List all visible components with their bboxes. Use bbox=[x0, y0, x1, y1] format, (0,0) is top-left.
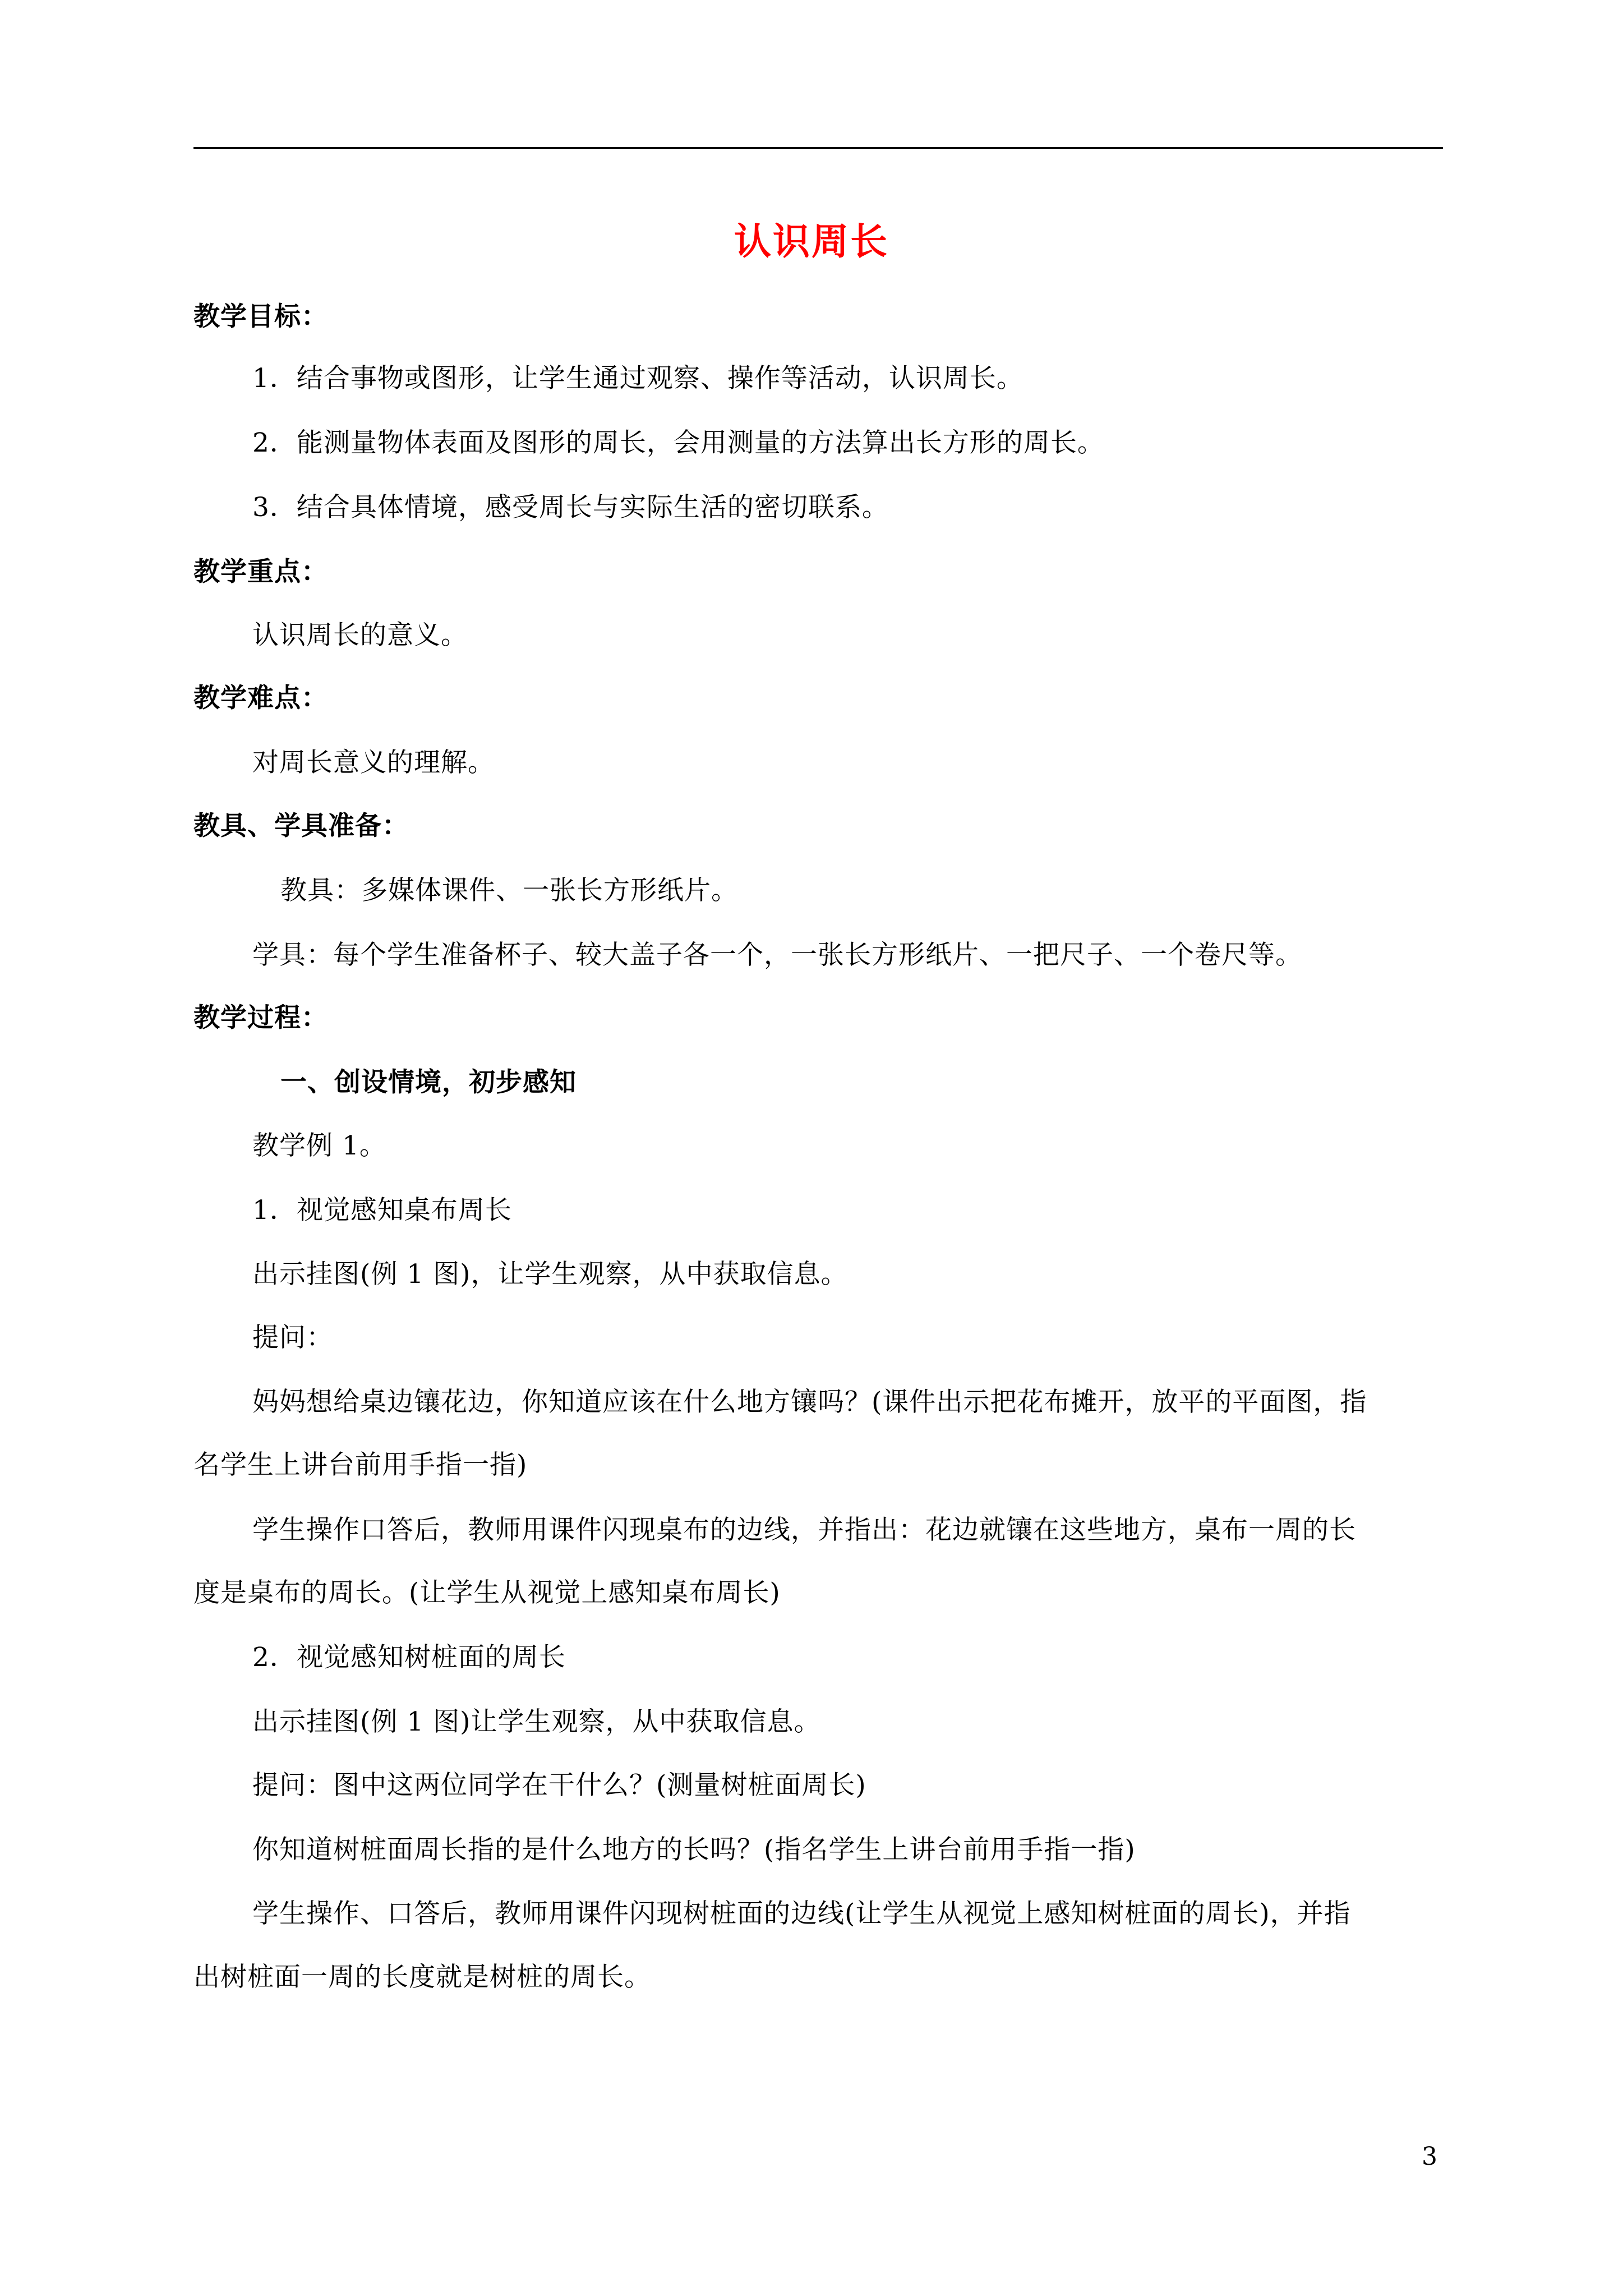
header-rule bbox=[193, 147, 1443, 149]
process-line: 2．视觉感知树桩面的周长 bbox=[252, 1642, 566, 1673]
objective-item: 2．能测量物体表面及图形的周长，会用测量的方法算出长方形的周长。 bbox=[252, 427, 1104, 458]
difficulty-heading: 教学难点： bbox=[193, 683, 328, 714]
key-point-text: 认识周长的意义。 bbox=[252, 620, 468, 651]
part-one-heading: 一、创设情境，初步感知 bbox=[280, 1067, 577, 1098]
process-line: 度是桌布的周长。(让学生从视觉上感知桌布周长) bbox=[193, 1577, 781, 1608]
teacher-materials: 教具：多媒体课件、一张长方形纸片。 bbox=[280, 875, 738, 906]
process-line: 出示挂图(例 1 图)让学生观察，从中获取信息。 bbox=[252, 1706, 821, 1737]
objective-item: 3．结合具体情境，感受周长与实际生活的密切联系。 bbox=[252, 492, 889, 523]
process-line: 出树桩面一周的长度就是树桩的周长。 bbox=[193, 1962, 651, 1993]
process-line: 妈妈想给桌边镶花边，你知道应该在什么地方镶吗？(课件出示把花布摊开，放平的平面图，指 bbox=[252, 1387, 1367, 1418]
process-heading: 教学过程： bbox=[193, 1002, 328, 1033]
objective-item: 1．结合事物或图形，让学生通过观察、操作等活动，认识周长。 bbox=[252, 363, 1023, 394]
key-point-heading: 教学重点： bbox=[193, 556, 328, 587]
student-materials: 学具：每个学生准备杯子、较大盖子各一个，一张长方形纸片、一把尺子、一个卷尺等。 bbox=[252, 940, 1302, 970]
process-line: 教学例 1。 bbox=[252, 1130, 386, 1161]
process-line: 提问： bbox=[252, 1322, 333, 1353]
objectives-heading: 教学目标： bbox=[193, 301, 328, 332]
process-line: 学生操作、口答后，教师用课件闪现树桩面的边线(让学生从视觉上感知树桩面的周长)，并指 bbox=[252, 1898, 1351, 1929]
page-title: 认识周长 bbox=[734, 219, 889, 263]
difficulty-text: 对周长意义的理解。 bbox=[252, 747, 495, 778]
process-line: 名学生上讲台前用手指一指) bbox=[193, 1450, 528, 1480]
page-number: 3 bbox=[1422, 2142, 1437, 2171]
process-line: 学生操作口答后，教师用课件闪现桌布的边线，并指出：花边就镶在这些地方，桌布一周的长 bbox=[252, 1515, 1356, 1545]
materials-heading: 教具、学具准备： bbox=[193, 811, 409, 841]
process-line: 你知道树桩面周长指的是什么地方的长吗？(指名学生上讲台前用手指一指) bbox=[252, 1834, 1136, 1865]
process-line: 1．视觉感知桌布周长 bbox=[252, 1195, 512, 1226]
process-line: 出示挂图(例 1 图)，让学生观察，从中获取信息。 bbox=[252, 1259, 848, 1290]
process-line: 提问：图中这两位同学在干什么？(测量树桩面周长) bbox=[252, 1770, 866, 1801]
